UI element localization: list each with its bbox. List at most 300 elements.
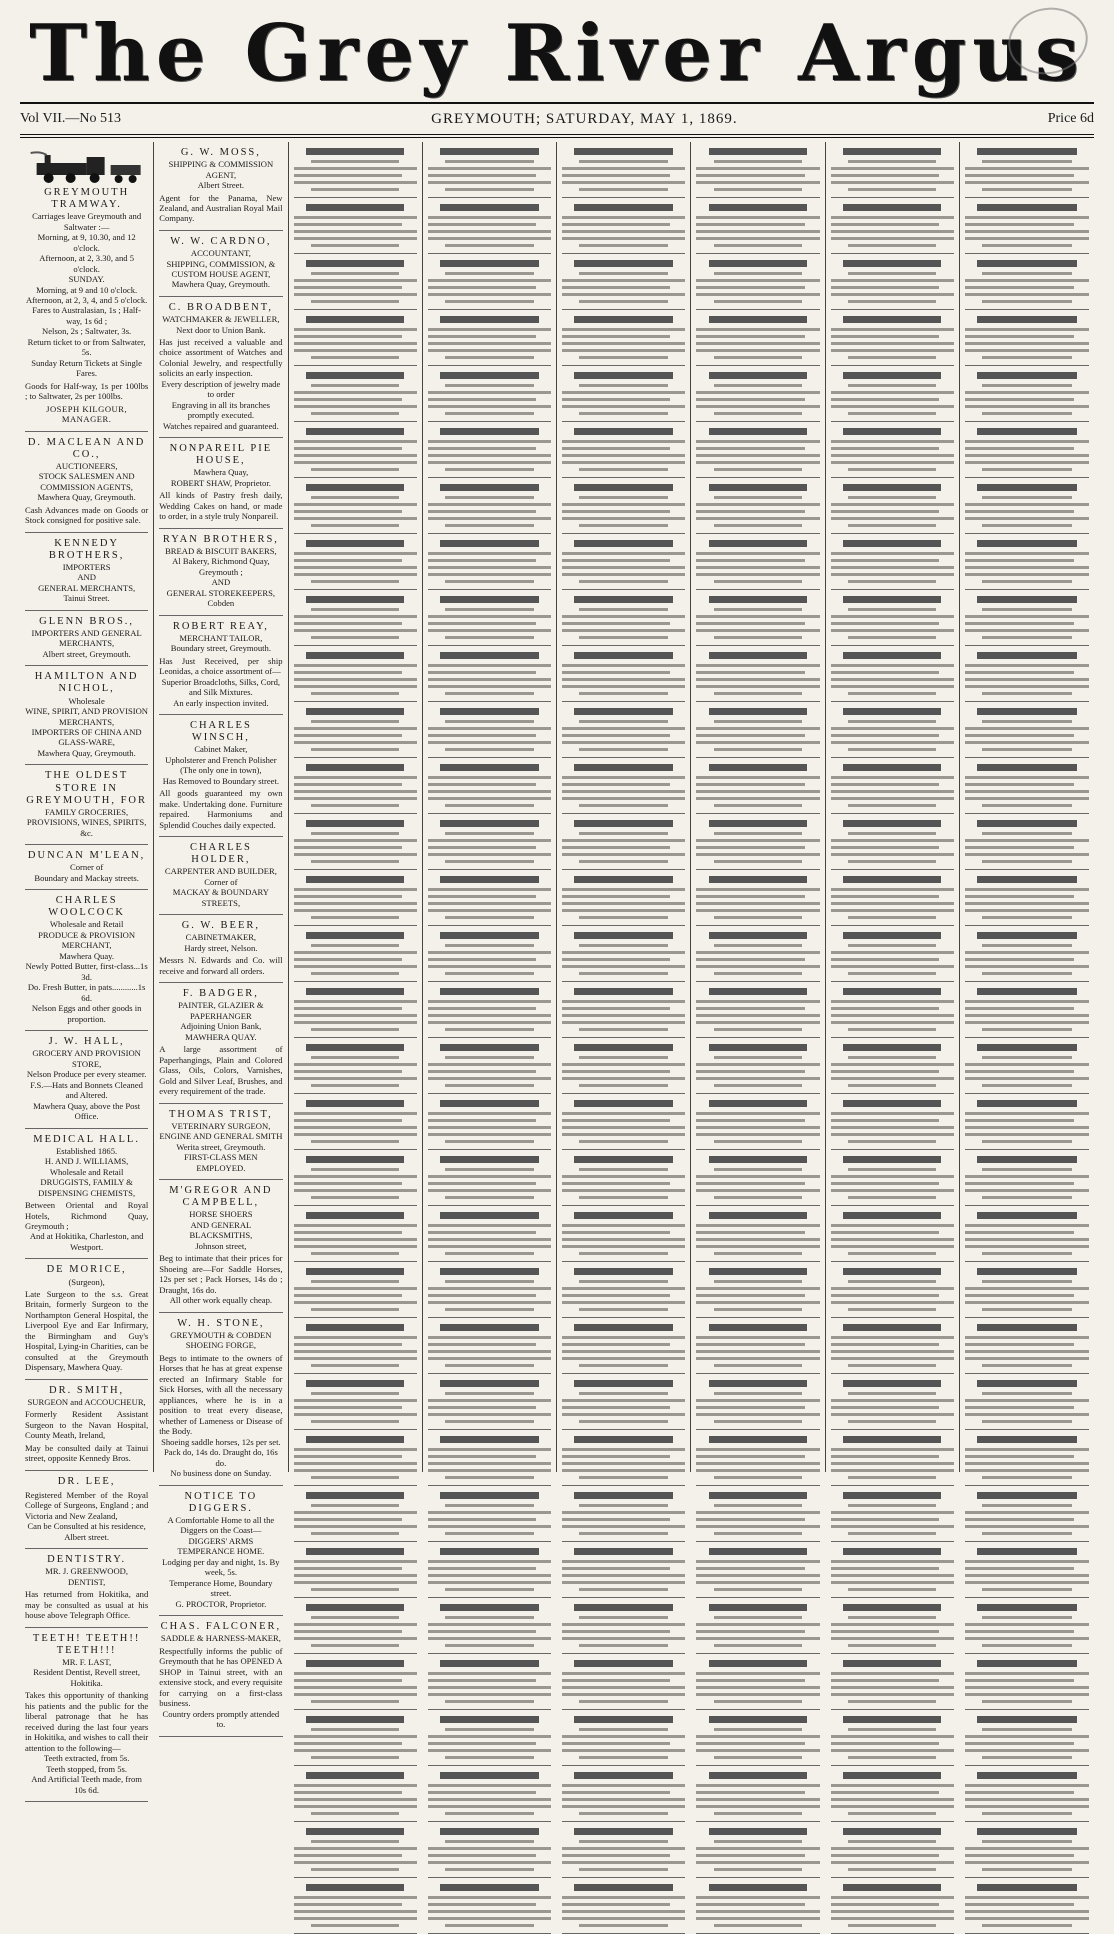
column-text-placeholder	[294, 421, 417, 422]
column-text-placeholder	[696, 1350, 819, 1353]
column-text-placeholder	[428, 1245, 551, 1248]
column-text-placeholder	[428, 678, 551, 681]
column-text-placeholder	[574, 764, 673, 771]
column-text-placeholder	[562, 869, 685, 870]
column-text-placeholder	[843, 1604, 942, 1611]
column-text-placeholder	[445, 1700, 534, 1703]
column-text-placeholder	[977, 1324, 1076, 1331]
column-text-placeholder	[294, 629, 417, 632]
column-text-placeholder	[294, 1000, 417, 1003]
advertisement-text: Teeth extracted, from 5s.	[43, 1753, 130, 1764]
column-text-placeholder	[696, 727, 819, 730]
column-text-placeholder	[579, 1588, 668, 1591]
advertisement-text: Sunday Return Tickets at Single Fares.	[31, 357, 143, 379]
column-text-placeholder	[977, 372, 1076, 379]
column-text-placeholder	[831, 1679, 939, 1682]
column-text-placeholder	[574, 1772, 673, 1779]
column-text-placeholder	[965, 559, 1074, 562]
advertisement-text: Mawhera Quay, Greymouth.	[171, 279, 270, 290]
column-text-placeholder	[294, 1133, 417, 1136]
column-text-placeholder	[982, 1392, 1071, 1395]
column-text-placeholder	[696, 1567, 804, 1570]
column-text-placeholder	[965, 671, 1074, 674]
column-text-placeholder	[696, 776, 819, 779]
column-text-placeholder	[714, 1532, 803, 1535]
column-text-placeholder	[965, 1182, 1074, 1185]
column-text-placeholder	[696, 1917, 819, 1920]
column-text-placeholder	[831, 1093, 954, 1094]
column-text-placeholder	[848, 468, 937, 471]
column-text-placeholder	[848, 356, 937, 359]
advertisement-text: Afternoon, at 2, 3, 4, and 5 o'clock.	[25, 295, 148, 305]
column-text-placeholder	[965, 757, 1089, 758]
advertisement	[159, 1616, 282, 1736]
column-text-placeholder	[579, 1924, 668, 1927]
column-text-placeholder	[306, 652, 405, 659]
column-text-placeholder	[428, 1630, 536, 1633]
advertisement-text: SHIPPING, COMMISSION, & CUSTOM HOUSE AGENT,	[166, 258, 276, 279]
column-text-placeholder	[831, 309, 954, 310]
column-text-placeholder	[831, 1021, 954, 1024]
column-text-placeholder	[562, 181, 685, 184]
column-text-placeholder	[831, 1245, 954, 1248]
column-text-placeholder	[982, 1420, 1071, 1423]
column-text-placeholder	[294, 846, 402, 849]
advertisement-text: Wholesale and Retail	[49, 919, 124, 930]
column-text-placeholder	[965, 293, 1089, 296]
column-text-placeholder	[562, 1679, 670, 1682]
column-text-placeholder	[831, 1373, 954, 1374]
column-text-placeholder	[579, 608, 668, 611]
column-text-placeholder	[294, 958, 402, 961]
advertisement-signature: JOSEPH KILGOUR, MANAGER.	[46, 403, 128, 425]
advertisement-text: A large assortment of Paperhangings, Plain and Colored Glass, Oils, Colors, Varnishes, Gold and Silver Leaf, Brushes, and every requirement of the trade.	[159, 1044, 283, 1097]
column-text-placeholder	[831, 1630, 939, 1633]
column-text-placeholder	[843, 1828, 942, 1835]
column-text-placeholder	[982, 1168, 1071, 1171]
column-text-placeholder	[965, 839, 1089, 842]
column-text-placeholder	[696, 1861, 819, 1864]
column-text-placeholder	[562, 1847, 685, 1850]
column-text-placeholder	[574, 148, 673, 155]
column-text-placeholder	[965, 1469, 1089, 1472]
column-text-placeholder	[831, 1784, 954, 1787]
column-text-placeholder	[965, 447, 1074, 450]
advertisement-text: All goods guaranteed my own make. Undertaking done. Furniture repaired. Harmoniums and Splendid Couches daily expected.	[159, 788, 283, 830]
column-text-placeholder	[294, 237, 417, 240]
column-text-placeholder	[294, 839, 417, 842]
column-text-placeholder	[696, 1231, 804, 1234]
advertisement	[159, 297, 282, 438]
column-text-placeholder	[831, 167, 954, 170]
column-text-placeholder	[965, 1021, 1089, 1024]
column-text-placeholder	[574, 204, 673, 211]
column-text-placeholder	[714, 384, 803, 387]
column-text-placeholder	[574, 260, 673, 267]
column-text-placeholder	[311, 692, 400, 695]
column-text-placeholder	[445, 748, 534, 751]
column-text-placeholder	[831, 1693, 954, 1696]
column-text-placeholder	[311, 972, 400, 975]
column-text-placeholder	[294, 1735, 417, 1738]
column-text-placeholder	[831, 1877, 954, 1878]
column-text-placeholder	[831, 1903, 939, 1906]
column-text-placeholder	[311, 244, 400, 247]
advertisement-text: Do. Fresh Butter, in pats............1s 6d.	[27, 982, 146, 1003]
column-text-placeholder	[428, 1861, 551, 1864]
column-text-placeholder	[965, 1623, 1089, 1626]
column-text-placeholder	[294, 1541, 417, 1542]
column-text-placeholder	[428, 1413, 551, 1416]
column-text-placeholder	[982, 608, 1071, 611]
column-text-placeholder	[294, 909, 417, 912]
column-text-placeholder	[311, 1840, 400, 1843]
column-text-placeholder	[294, 454, 417, 457]
column-text-placeholder	[294, 741, 417, 744]
column-text-placeholder	[562, 1429, 685, 1430]
advertisement-heading: NONPAREIL PIE HOUSE,	[169, 443, 273, 467]
column-text-placeholder	[831, 1175, 954, 1178]
column-text-placeholder	[982, 1308, 1071, 1311]
column-text-placeholder	[579, 300, 668, 303]
column-text-placeholder	[965, 391, 1089, 394]
column-text-placeholder	[965, 1518, 1074, 1521]
column-text-placeholder	[977, 1660, 1076, 1667]
column-text-placeholder	[579, 1084, 668, 1087]
column-text-placeholder	[982, 1084, 1071, 1087]
column-text-placeholder	[562, 1189, 685, 1192]
advertisement	[25, 533, 148, 611]
column-text-placeholder	[579, 636, 668, 639]
advertisement-text: ENGINE AND GENERAL SMITH	[159, 1131, 283, 1142]
column-text-placeholder	[965, 1560, 1089, 1563]
column-text-placeholder	[428, 1581, 551, 1584]
column-text-placeholder	[294, 405, 417, 408]
column-text-placeholder	[574, 876, 673, 883]
column-text-placeholder	[965, 1653, 1089, 1654]
column-text-placeholder	[562, 1182, 670, 1185]
column-text-placeholder	[445, 1616, 534, 1619]
column-text-placeholder	[848, 636, 937, 639]
advertisement	[25, 1549, 148, 1627]
column-text-placeholder	[831, 1429, 954, 1430]
column-text-placeholder	[562, 1518, 670, 1521]
column-text-placeholder	[709, 260, 808, 267]
column-text-placeholder	[562, 1261, 685, 1262]
column-text-placeholder	[696, 1485, 819, 1486]
advertisement-text: Watches repaired and guaranteed.	[163, 420, 279, 431]
column-text-placeholder	[445, 188, 534, 191]
column-text-placeholder	[294, 1485, 417, 1486]
column-text-placeholder	[294, 664, 417, 667]
column-text-placeholder	[440, 148, 539, 155]
column-text-placeholder	[294, 895, 402, 898]
column-text-placeholder	[311, 1140, 400, 1143]
column-text-placeholder	[696, 293, 819, 296]
column-text-placeholder	[696, 1287, 819, 1290]
advertisement-text: Mawhera Quay, Greymouth.	[37, 747, 136, 758]
column-text-placeholder	[428, 1686, 551, 1689]
column-text-placeholder	[428, 1238, 551, 1241]
column-text-placeholder	[428, 253, 551, 254]
column-text-placeholder	[982, 1140, 1071, 1143]
column-text-placeholder	[440, 1884, 539, 1891]
column-text-placeholder	[965, 1175, 1089, 1178]
column-text-placeholder	[696, 589, 819, 590]
column-text-placeholder	[696, 1597, 819, 1598]
column-text-placeholder	[831, 517, 954, 520]
advertisement-heading: DENTISTRY.	[47, 1554, 127, 1566]
column-text-placeholder	[831, 1350, 954, 1353]
advertisement-text: ACCOUNTANT,	[190, 248, 251, 259]
column-text-placeholder	[831, 1301, 954, 1304]
column-text-placeholder	[977, 1492, 1076, 1499]
column-text-placeholder	[696, 1686, 819, 1689]
column-text-placeholder	[428, 1637, 551, 1640]
column-text-placeholder	[965, 279, 1089, 282]
column-text-placeholder	[294, 197, 417, 198]
column-text-placeholder	[562, 286, 670, 289]
column-text-placeholder	[562, 1560, 685, 1563]
column-text-placeholder	[965, 1784, 1089, 1787]
column-text-placeholder	[428, 174, 536, 177]
column-text-placeholder	[579, 188, 668, 191]
column-text-placeholder	[709, 428, 808, 435]
column-text-placeholder	[831, 1861, 954, 1864]
advertisement-text: All kinds of Pastry fresh daily, Wedding Cakes on hand, or made to order, in a style truly Nonpareil.	[159, 490, 283, 522]
column-text-placeholder	[843, 1660, 942, 1667]
column-text-placeholder	[965, 645, 1089, 646]
column-text-placeholder	[294, 1749, 417, 1752]
column-text-placeholder	[445, 300, 534, 303]
column-text-placeholder	[574, 932, 673, 939]
column-text-placeholder	[714, 1700, 803, 1703]
column-text-placeholder	[311, 1196, 400, 1199]
column-text-placeholder	[831, 589, 954, 590]
column-text-placeholder	[696, 533, 819, 534]
advertisement-text: Country orders promptly attended to.	[162, 1708, 280, 1730]
column-text-placeholder	[445, 1504, 534, 1507]
column-text-placeholder	[294, 1245, 417, 1248]
column-text-placeholder	[428, 349, 551, 352]
advertisement-text: Beg to intimate that their prices for Shoeing are—For Saddle Horses, 12s per set ; Pack Horses, 14s do ; Draught, 16s do.	[159, 1253, 283, 1295]
column-text-placeholder	[445, 1028, 534, 1031]
column-text-placeholder	[696, 1189, 819, 1192]
column-text-placeholder	[440, 1324, 539, 1331]
column-text-placeholder	[294, 328, 417, 331]
column-text-placeholder	[965, 813, 1089, 814]
column-text-placeholder	[831, 1357, 954, 1360]
column-text-placeholder	[311, 1728, 400, 1731]
column-text-placeholder	[574, 1100, 673, 1107]
column-text-placeholder	[428, 503, 551, 506]
column-text-placeholder	[709, 1828, 808, 1835]
column-text-placeholder	[311, 720, 400, 723]
advertisement-text: Cash Advances made on Goods or Stock consigned for positive sale.	[25, 504, 149, 526]
column-text-placeholder	[965, 1294, 1074, 1297]
column-text-placeholder	[843, 596, 942, 603]
column-text-placeholder	[562, 645, 685, 646]
column-text-placeholder	[306, 1044, 405, 1051]
column-text-placeholder	[562, 839, 685, 842]
column-text-placeholder	[965, 1574, 1089, 1577]
column-text-placeholder	[714, 1504, 803, 1507]
column-text-placeholder	[562, 853, 685, 856]
column-text-placeholder	[445, 384, 534, 387]
column-text-placeholder	[831, 335, 939, 338]
column-text-placeholder	[696, 1343, 804, 1346]
column-text-placeholder	[977, 708, 1076, 715]
column-text-placeholder	[562, 197, 685, 198]
column-text-placeholder	[965, 776, 1089, 779]
column-text-placeholder	[831, 1189, 954, 1192]
column-text-placeholder	[696, 734, 804, 737]
column-text-placeholder	[965, 965, 1089, 968]
column-text-placeholder	[714, 1056, 803, 1059]
column-text-placeholder	[306, 1492, 405, 1499]
column-text-placeholder	[440, 1380, 539, 1387]
column-text-placeholder	[709, 372, 808, 379]
column-text-placeholder	[574, 316, 673, 323]
advertisement	[159, 1313, 282, 1486]
column-text-placeholder	[965, 1037, 1089, 1038]
column-text-placeholder	[306, 1436, 405, 1443]
advertisement-heading: MEDICAL HALL.	[33, 1133, 140, 1145]
column-text-placeholder	[562, 1245, 685, 1248]
advertisement-heading: F. BADGER,	[182, 988, 259, 1000]
column-text-placeholder	[428, 398, 536, 401]
column-text-placeholder	[696, 895, 804, 898]
column-text-placeholder	[977, 1828, 1076, 1835]
column-text-placeholder	[965, 1709, 1089, 1710]
column-text-placeholder	[714, 804, 803, 807]
column-text-placeholder	[579, 1308, 668, 1311]
column-text-placeholder	[562, 1238, 685, 1241]
column-text-placeholder	[294, 181, 417, 184]
column-text-placeholder	[831, 503, 954, 506]
column-text-placeholder	[696, 1854, 804, 1857]
column-text-placeholder	[562, 783, 670, 786]
column-text-placeholder	[965, 1350, 1089, 1353]
column-text-placeholder	[709, 1492, 808, 1499]
column-text-placeholder	[965, 1077, 1089, 1080]
column-text-placeholder	[562, 1637, 685, 1640]
advertisement	[159, 142, 282, 231]
column-text-placeholder	[696, 664, 819, 667]
column-text-placeholder	[574, 1268, 673, 1275]
column-text-placeholder	[428, 1175, 551, 1178]
column-text-placeholder	[696, 1525, 819, 1528]
column-text-placeholder	[965, 1399, 1089, 1402]
column-text-placeholder	[579, 1532, 668, 1535]
column-text-placeholder	[428, 1798, 551, 1801]
advertisement-heading: RYAN BROTHERS,	[162, 533, 279, 545]
column-text-placeholder	[445, 1532, 534, 1535]
column-text-placeholder	[428, 335, 536, 338]
column-text-placeholder	[965, 365, 1089, 366]
column-text-placeholder	[306, 1716, 405, 1723]
column-text-placeholder	[306, 1212, 405, 1219]
column-text-placeholder	[965, 685, 1089, 688]
column-text-placeholder	[562, 1805, 685, 1808]
column-text-placeholder	[965, 734, 1074, 737]
column-text-placeholder	[428, 1007, 536, 1010]
column-text-placeholder	[428, 1205, 551, 1206]
column-text-placeholder	[574, 1436, 673, 1443]
column-text-placeholder	[965, 1149, 1089, 1150]
column-text-placeholder	[696, 181, 819, 184]
column-text-placeholder	[562, 566, 685, 569]
column-text-placeholder	[714, 860, 803, 863]
column-text-placeholder	[562, 1000, 685, 1003]
advertisement-text: SADDLE & HARNESS-MAKER,	[160, 1633, 281, 1644]
advertisement-text: AND	[211, 577, 231, 588]
column-text-placeholder	[848, 1056, 937, 1059]
column-text-placeholder	[428, 1567, 536, 1570]
column-text-placeholder	[311, 1616, 400, 1619]
column-text-placeholder	[848, 384, 937, 387]
column-text-placeholder	[696, 174, 804, 177]
column-text-placeholder	[982, 1280, 1071, 1283]
column-text-placeholder	[311, 1924, 400, 1927]
column-text-placeholder	[831, 1709, 954, 1710]
column-text-placeholder	[709, 1044, 808, 1051]
column-text-placeholder	[831, 1469, 954, 1472]
advertisement-heading: G. W. MOSS,	[180, 147, 261, 158]
column-text-placeholder	[831, 566, 954, 569]
advertisement	[25, 1259, 148, 1379]
column-text-placeholder	[831, 230, 954, 233]
column-text-placeholder	[294, 1238, 417, 1241]
advertisement-text: Mawhera Quay, Greymouth.	[37, 492, 136, 503]
column-text-placeholder	[965, 1119, 1074, 1122]
column-text-placeholder	[696, 1429, 819, 1430]
column-text-placeholder	[294, 1294, 402, 1297]
column-text-placeholder	[843, 1380, 942, 1387]
column-text-placeholder	[714, 188, 803, 191]
column-text-placeholder	[562, 1709, 685, 1710]
column-text-placeholder	[562, 1653, 685, 1654]
column-text-placeholder	[562, 925, 685, 926]
column-text-placeholder	[848, 1028, 937, 1031]
column-text-placeholder	[696, 1070, 804, 1073]
column-text-placeholder	[696, 783, 804, 786]
column-text-placeholder	[965, 701, 1089, 702]
column-text-placeholder	[831, 1119, 939, 1122]
column-text-placeholder	[696, 510, 804, 513]
column-text-placeholder	[965, 678, 1089, 681]
column-6	[691, 142, 825, 1472]
column-text-placeholder	[848, 1364, 937, 1367]
column-text-placeholder	[306, 1604, 405, 1611]
column-text-placeholder	[562, 727, 685, 730]
column-text-placeholder	[831, 741, 954, 744]
column-text-placeholder	[574, 596, 673, 603]
column-text-placeholder	[982, 272, 1071, 275]
column-text-placeholder	[696, 1336, 819, 1339]
column-text-placeholder	[579, 972, 668, 975]
column-text-placeholder	[696, 1896, 819, 1899]
column-text-placeholder	[714, 1140, 803, 1143]
column-text-placeholder	[428, 813, 551, 814]
column-text-placeholder	[831, 902, 954, 905]
column-text-placeholder	[445, 832, 534, 835]
advertisement-text: And at Hokitika, Charleston, and Westport.	[29, 1231, 144, 1252]
column-text-placeholder	[831, 216, 954, 219]
advertisement-text: (The only one in town),	[180, 765, 262, 776]
column-text-placeholder	[562, 1119, 670, 1122]
advertisement-text: STOCK SALESMEN AND COMMISSION AGENTS,	[38, 471, 135, 492]
